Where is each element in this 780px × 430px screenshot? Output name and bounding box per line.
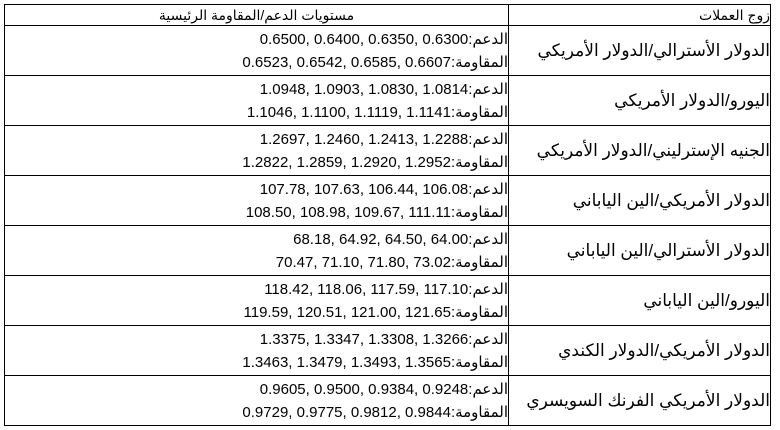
support-label: الدعم: bbox=[468, 280, 508, 298]
support-values: 118.42, 118.06, 117.59, 117.10 bbox=[264, 280, 469, 298]
resistance-label: المقاومة: bbox=[450, 253, 508, 271]
resistance-values: 1.3463, 1.3479, 1.3493, 1.3565 bbox=[242, 353, 451, 371]
currency-pair-cell: الدولار الأمريكي/الدولار الكندي bbox=[509, 326, 771, 376]
support-values: 68.18, 64.92, 64.50, 64.00 bbox=[293, 230, 469, 248]
support-line bbox=[5, 378, 508, 401]
currency-pair-cell: الجنيه الإسترليني/الدولار الأمريكي bbox=[509, 126, 771, 176]
levels-cell bbox=[5, 326, 509, 376]
resistance-line bbox=[5, 151, 508, 174]
currency-pair-cell: الدولار الأسترالي/الين الياباني bbox=[509, 226, 771, 276]
resistance-line bbox=[5, 251, 508, 274]
support-line bbox=[5, 28, 508, 51]
support-line bbox=[5, 178, 508, 201]
support-values: 0.6500, 0.6400, 0.6350, 0.6300 bbox=[259, 30, 469, 48]
support-label: الدعم: bbox=[468, 230, 508, 248]
support-line bbox=[5, 78, 508, 101]
resistance-label: المقاومة: bbox=[450, 53, 508, 71]
resistance-line bbox=[5, 401, 508, 424]
resistance-values: 0.6523, 0.6542, 0.6585, 0.6607 bbox=[242, 53, 451, 71]
currency-pair-cell: اليورو/الين الياباني bbox=[509, 276, 771, 326]
support-line bbox=[5, 228, 508, 251]
levels-cell bbox=[5, 226, 509, 276]
support-resistance-table bbox=[4, 4, 771, 426]
currency-pair-cell: الدولار الأسترالي/الدولار الأمريكي bbox=[509, 26, 771, 76]
support-label: الدعم: bbox=[468, 180, 508, 198]
table-row bbox=[5, 126, 771, 176]
table-row bbox=[5, 26, 771, 76]
support-line bbox=[5, 328, 508, 351]
support-label: الدعم: bbox=[468, 30, 508, 48]
resistance-values: 1.2822, 1.2859, 1.2920, 1.2952 bbox=[242, 153, 451, 171]
support-values: 1.3375, 1.3347, 1.3308, 1.3266 bbox=[259, 330, 469, 348]
support-label: الدعم: bbox=[468, 330, 508, 348]
resistance-line bbox=[5, 301, 508, 324]
resistance-values: 119.59, 120.51, 121.00, 121.65 bbox=[243, 303, 451, 321]
table-body bbox=[5, 26, 771, 426]
header-currency-pair: زوج العملات bbox=[509, 5, 771, 26]
table-header-row bbox=[5, 5, 771, 26]
levels-cell bbox=[5, 126, 509, 176]
support-values: 0.9605, 0.9500, 0.9384, 0.9248 bbox=[259, 380, 469, 398]
support-line bbox=[5, 128, 508, 151]
currency-pair-cell: الدولار الأمريكي الفرنك السويسري bbox=[509, 376, 771, 426]
resistance-label: المقاومة: bbox=[450, 353, 508, 371]
table-row bbox=[5, 76, 771, 126]
resistance-label: المقاومة: bbox=[450, 203, 508, 221]
resistance-line bbox=[5, 51, 508, 74]
support-label: الدعم: bbox=[468, 130, 508, 148]
table-row bbox=[5, 176, 771, 226]
resistance-values: 0.9729, 0.9775, 0.9812, 0.9844 bbox=[242, 403, 451, 421]
document-sheet bbox=[4, 4, 771, 426]
resistance-label: المقاومة: bbox=[450, 303, 508, 321]
resistance-label: المقاومة: bbox=[450, 403, 508, 421]
resistance-label: المقاومة: bbox=[450, 103, 508, 121]
support-line bbox=[5, 278, 508, 301]
currency-pair-cell: اليورو/الدولار الأمريكي bbox=[509, 76, 771, 126]
levels-cell bbox=[5, 76, 509, 126]
support-values: 1.0948, 1.0903, 1.0830, 1.0814 bbox=[259, 80, 469, 98]
levels-cell bbox=[5, 276, 509, 326]
resistance-line bbox=[5, 101, 508, 124]
resistance-values: 108.50, 108.98, 109.67, 111.11 bbox=[245, 203, 451, 221]
currency-pair-cell: الدولار الأمريكي/الين الياباني bbox=[509, 176, 771, 226]
header-levels: مستويات الدعم/المقاومة الرئيسية bbox=[5, 5, 509, 26]
table-row bbox=[5, 276, 771, 326]
resistance-line bbox=[5, 351, 508, 374]
resistance-label: المقاومة: bbox=[450, 153, 508, 171]
resistance-values: 1.1046, 1.1100, 1.1119, 1.1141 bbox=[246, 103, 451, 121]
levels-cell bbox=[5, 176, 509, 226]
support-values: 107.78, 107.63, 106.44, 106.08 bbox=[259, 180, 469, 198]
resistance-line bbox=[5, 201, 508, 224]
table-row bbox=[5, 376, 771, 426]
levels-cell bbox=[5, 376, 509, 426]
support-label: الدعم: bbox=[468, 80, 508, 98]
support-values: 1.2697, 1.2460, 1.2413, 1.2288 bbox=[259, 130, 469, 148]
table-row bbox=[5, 326, 771, 376]
support-label: الدعم: bbox=[468, 380, 508, 398]
levels-cell bbox=[5, 26, 509, 76]
resistance-values: 70.47, 71.10, 71.80, 73.02 bbox=[275, 253, 451, 271]
table-row bbox=[5, 226, 771, 276]
